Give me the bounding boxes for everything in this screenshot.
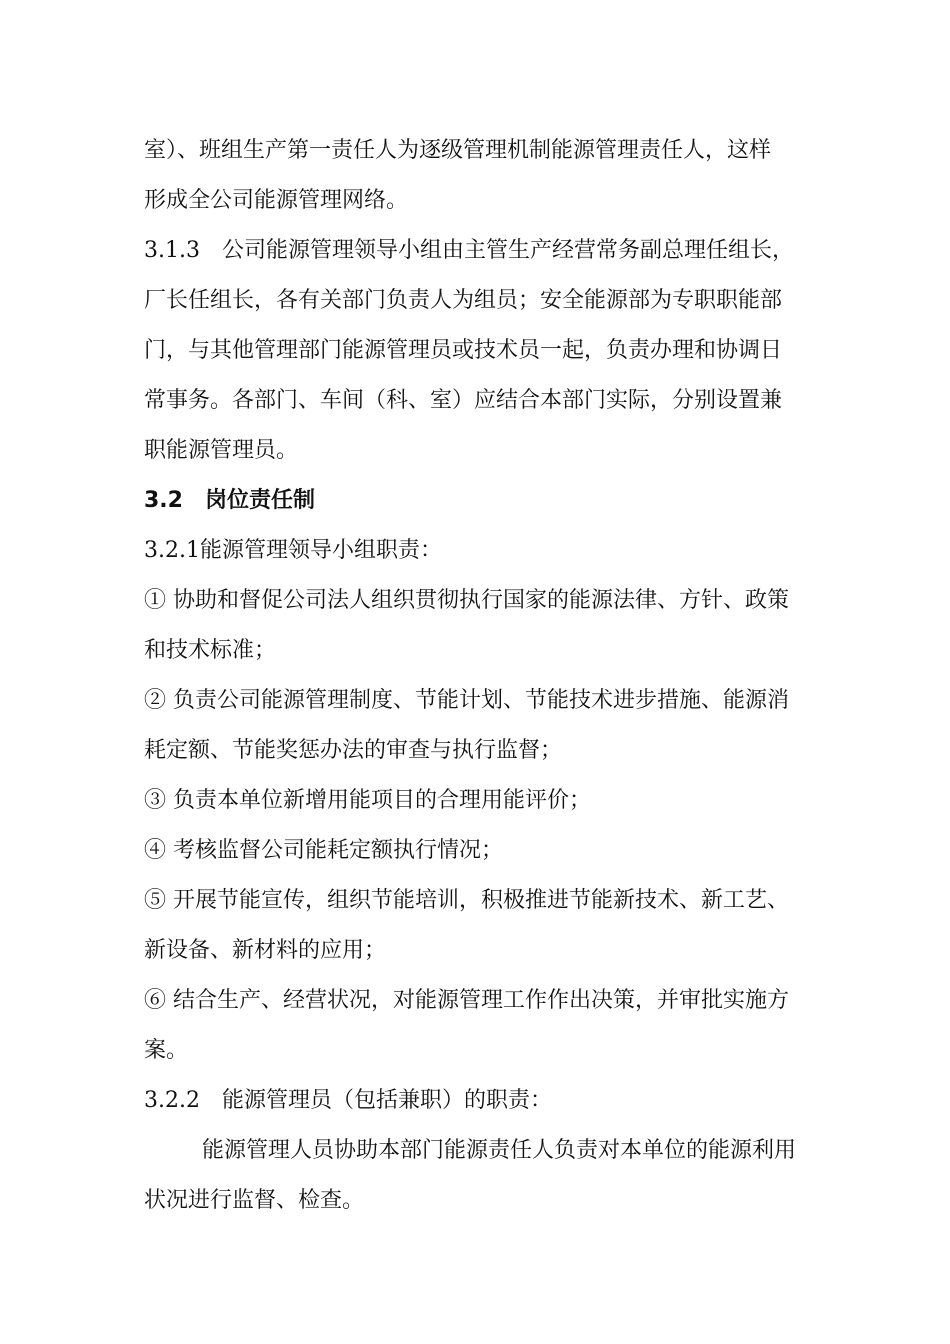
section-3-1-3-line: 3.1.3 公司能源管理领导小组由主管生产经营常务副总理任组长，: [144, 238, 794, 263]
list-item: ④ 考核监督公司能耗定额执行情况；: [144, 838, 503, 863]
subsection-heading-3-2-1: 3.2.1能源管理领导小组职责：: [144, 538, 442, 563]
subsection-heading-3-2-2: 3.2.2 能源管理员（包括兼职）的职责：: [144, 1088, 552, 1113]
list-item: ② 负责公司能源管理制度、节能计划、节能技术进步措施、能源消: [144, 688, 789, 713]
paragraph-line: 厂长任组长，各有关部门负责人为组员；安全能源部为专职职能部: [144, 288, 783, 313]
list-item-continuation: 耗定额、节能奖惩办法的审查与执行监督；: [144, 738, 563, 763]
paragraph-line: 职能源管理员。: [144, 438, 299, 463]
list-item: ⑥ 结合生产、经营状况，对能源管理工作作出决策，并审批实施方: [144, 988, 789, 1013]
paragraph-line: 形成全公司能源管理网络。: [144, 188, 409, 213]
paragraph-line: 状况进行监督、检查。: [144, 1188, 365, 1213]
list-item: ③ 负责本单位新增用能项目的合理用能评价；: [144, 788, 591, 813]
list-item: ① 协助和督促公司法人组织贯彻执行国家的能源法律、方针、政策: [144, 588, 789, 613]
list-item-continuation: 和技术标准；: [144, 638, 277, 663]
paragraph-line: 能源管理人员协助本部门能源责任人负责对本单位的能源利用: [202, 1138, 797, 1163]
section-heading-3-2: 3.2 岗位责任制: [144, 488, 315, 513]
paragraph-line: 门，与其他管理部门能源管理员或技术员一起，负责办理和协调日: [144, 338, 783, 363]
paragraph-line: 常事务。各部门、车间（科、室）应结合本部门实际，分别设置兼: [144, 388, 783, 413]
list-item-continuation: 新设备、新材料的应用；: [144, 938, 387, 963]
list-item-continuation: 案。: [144, 1038, 189, 1063]
paragraph-line: 室）、班组生产第一责任人为逐级管理机制能源管理责任人，这样: [144, 138, 772, 163]
list-item: ⑤ 开展节能宣传，组织节能培训，积极推进节能新技术、新工艺、: [144, 888, 789, 913]
